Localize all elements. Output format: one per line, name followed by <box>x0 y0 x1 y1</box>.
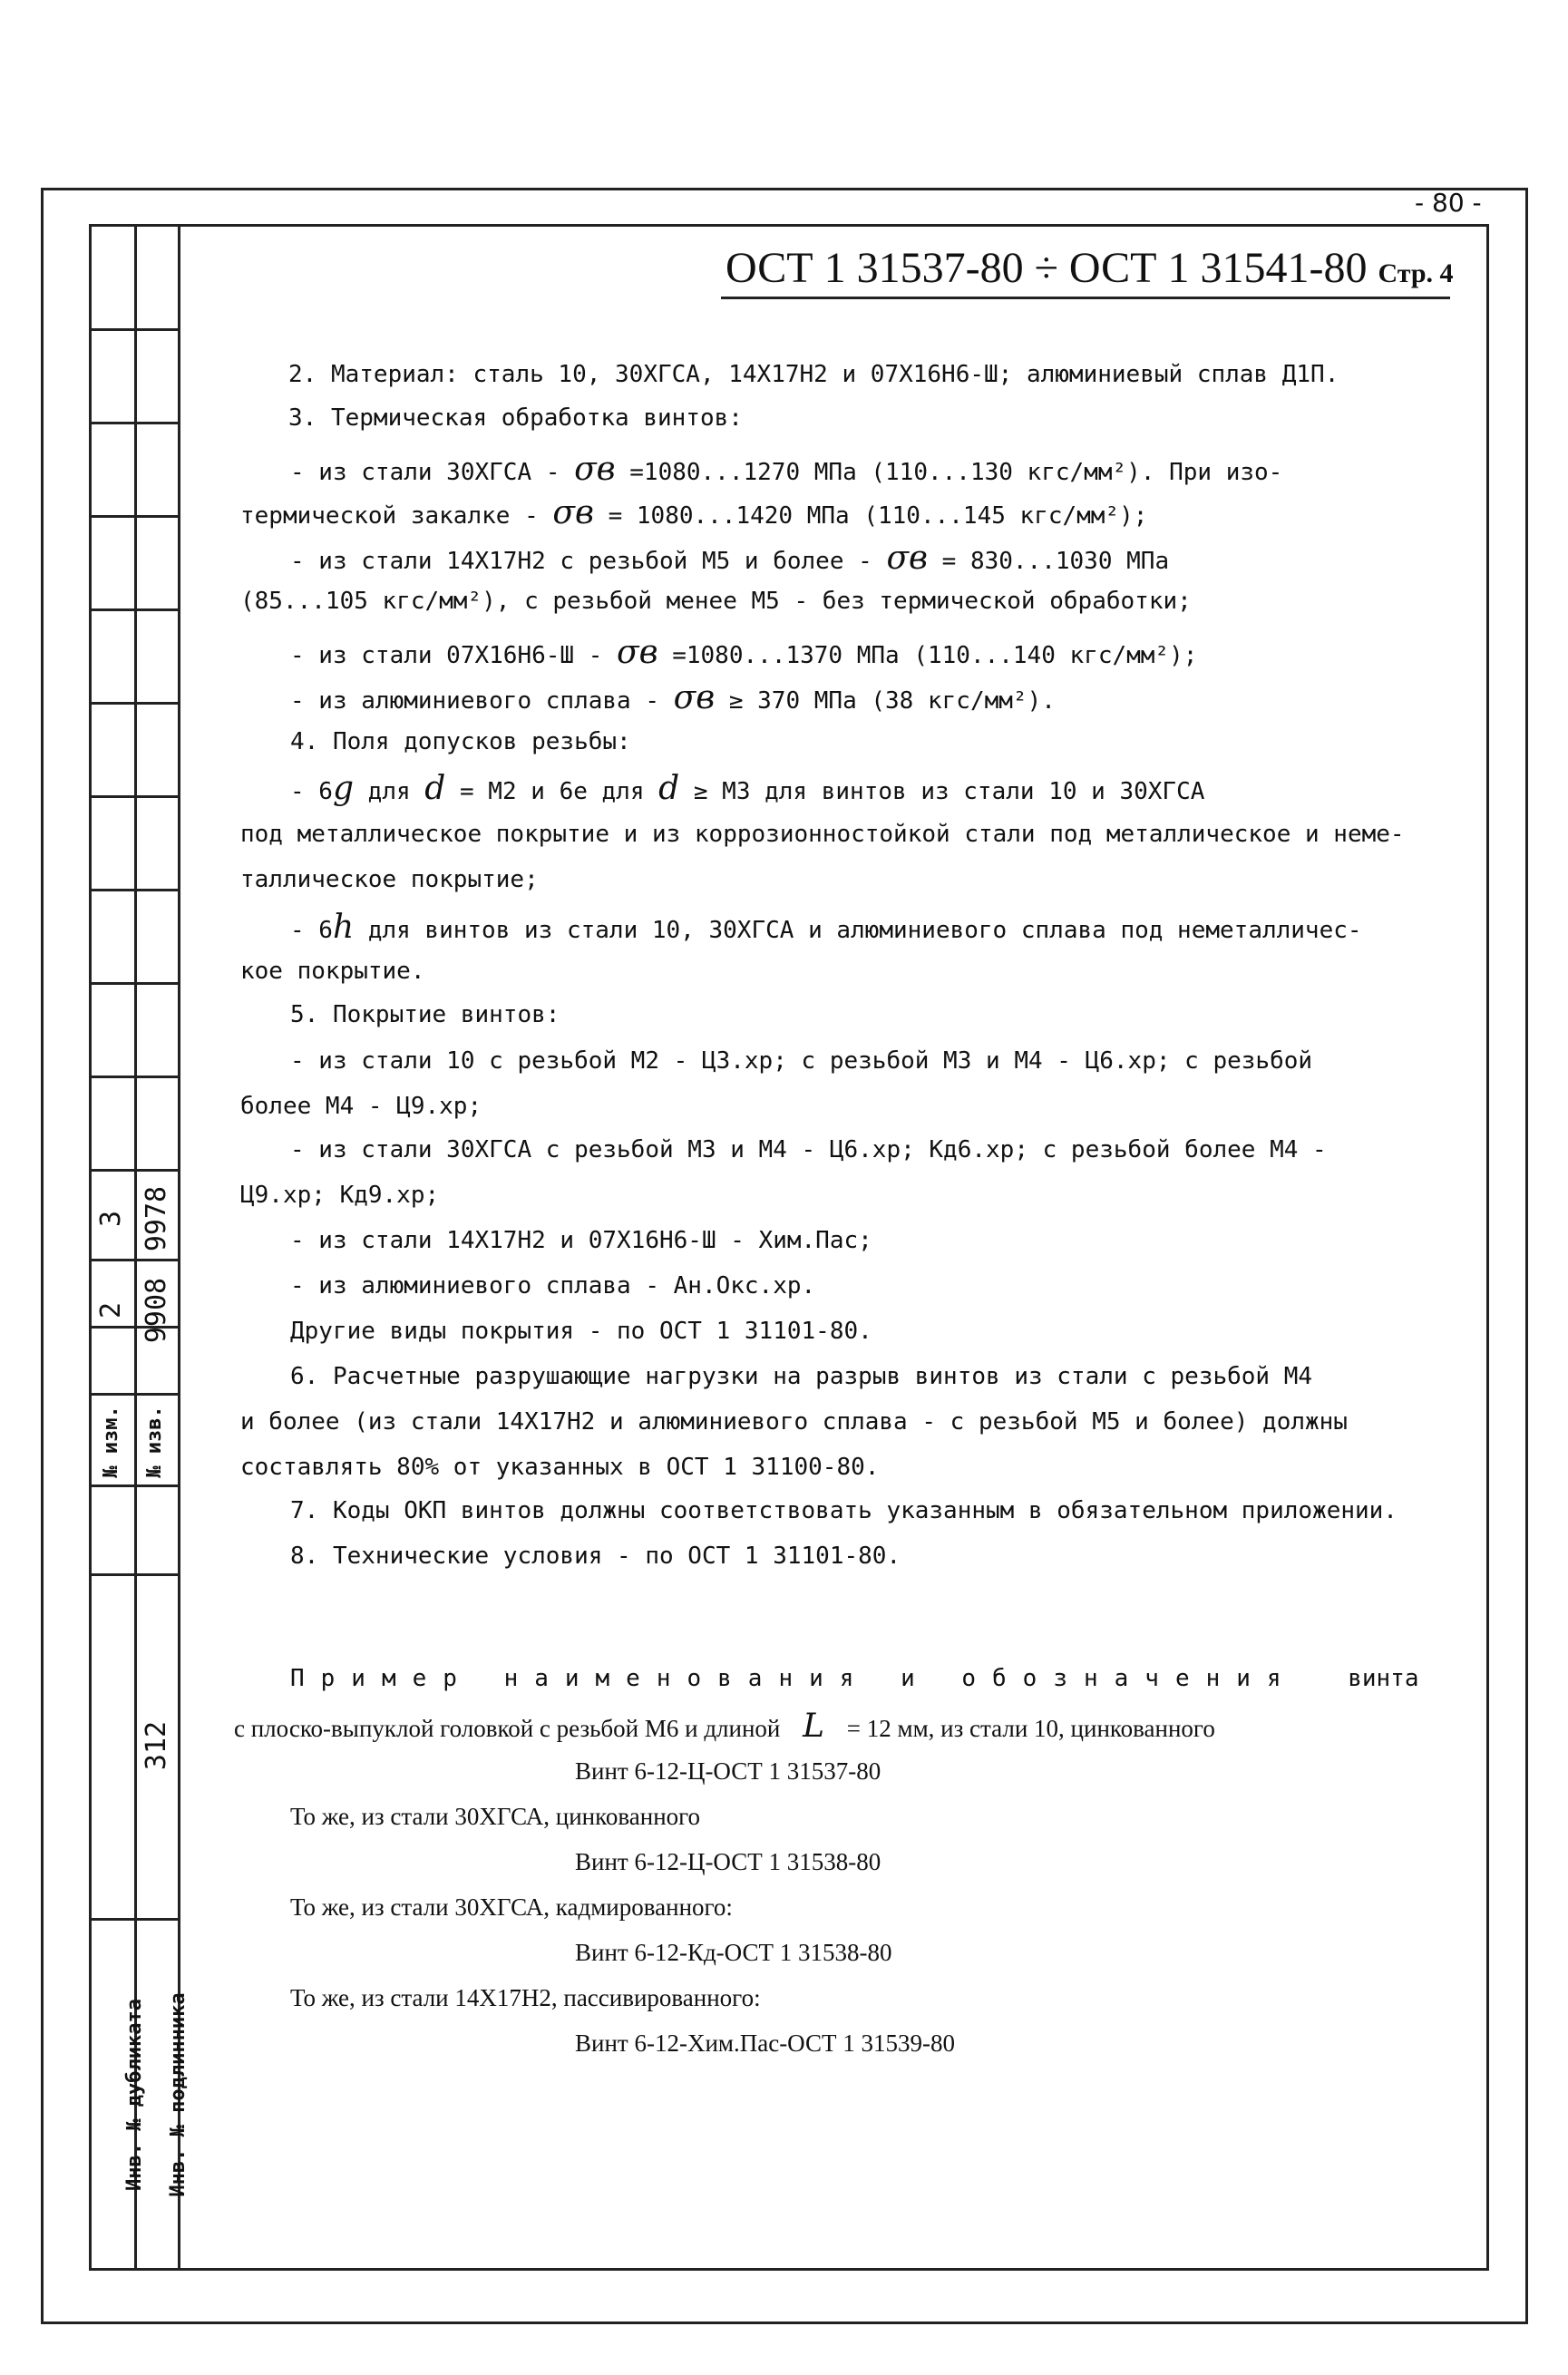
body-line <box>290 453 1282 486</box>
text-span: = М2 и 6е для <box>460 778 645 805</box>
tolerance-symbol: g <box>332 770 355 807</box>
body-line <box>240 494 1148 531</box>
body-line: и более (из стали 14Х17Н2 и алюминиевого сплава - с резьбой М5 и более) должны <box>240 1408 1348 1436</box>
body-line: под металлическое покрытие и из коррозионностойкой стали под металлическое и неме- <box>240 821 1405 848</box>
text-span: для <box>367 778 411 805</box>
text-span: с плоско-выпуклой головкой с резьбой М6 и длиной <box>234 1715 781 1742</box>
body-line: таллическое покрытие; <box>240 866 539 893</box>
stamp-row-line <box>89 422 180 424</box>
stamp-label-notice: № изв. <box>143 1406 166 1478</box>
stamp-orig-inv-number: 312 <box>141 1720 172 1771</box>
stamp-row-line <box>89 889 180 891</box>
body-line: 5. Покрытие винтов: <box>290 1001 560 1028</box>
designation-2: Винт 6-12-Ц-ОСТ 1 31538-80 <box>575 1848 881 1875</box>
text-span: = 12 мм, из стали 10, цинкованного <box>846 1715 1215 1742</box>
text-span: =1080...1370 МПа (110...140 кгс/мм²); <box>672 642 1198 669</box>
example-line: То же, из стали 30ХГСА, цинкованного <box>290 1803 701 1830</box>
stamp-row-line <box>89 702 180 705</box>
stamp-row-line <box>89 608 180 611</box>
body-line: (85...105 кгс/мм²), с резьбой менее М5 - без термической обработки; <box>240 588 1192 615</box>
diameter-symbol: d <box>658 770 680 807</box>
diameter-symbol: d <box>424 770 446 807</box>
body-line <box>290 911 1362 944</box>
header-page-label: Стр. 4 <box>1378 258 1454 288</box>
body-line <box>290 770 1205 807</box>
stamp-label-duplicate-inv: Инв. № дубликата <box>123 1999 146 2191</box>
sigma-symbol: σв <box>886 540 928 577</box>
text-span: винта <box>1348 1665 1419 1692</box>
outer-bottom-border <box>41 2321 1528 2324</box>
stamp-row-line <box>89 1169 180 1172</box>
body-line <box>290 634 1198 671</box>
text-span: ≥ 370 МПа (38 кгс/мм²). <box>728 687 1056 715</box>
stamp-label-original-inv: Инв. № подлинника <box>167 1992 190 2197</box>
body-line: - из алюминиевого сплава - Ан.Окс.хр. <box>290 1272 816 1299</box>
text-span: - из стали 14Х17Н2 с резьбой М5 и более - <box>290 548 872 575</box>
stamp-label-change: № изм. <box>100 1406 122 1478</box>
sigma-symbol: σв <box>673 679 716 716</box>
body-line: - из стали 10 с резьбой М2 - Ц3.хр; с резьбой М3 и М4 - Ц6.хр; с резьбой <box>290 1047 1313 1075</box>
outer-left-border <box>41 188 44 2323</box>
header-underline <box>721 297 1450 299</box>
body-line <box>290 679 1056 716</box>
stamp-row-line <box>89 1393 180 1396</box>
top-border-line <box>41 188 1528 190</box>
stamp-row-line <box>89 515 180 518</box>
body-line: 2. Материал: сталь 10, 30ХГСА, 14Х17Н2 и 07Х16Н6-Ш; алюминиевый сплав Д1П. <box>288 361 1339 388</box>
example-heading <box>290 1667 1419 1690</box>
text-span: = 830...1030 МПа <box>941 548 1170 575</box>
tolerance-symbol: h <box>332 909 355 946</box>
example-line <box>234 1710 1215 1743</box>
page-number: - 80 - <box>1415 188 1482 218</box>
text-span: для винтов из стали 10, 30ХГСА и алюминиевого сплава под неметалличес- <box>367 917 1362 944</box>
stamp-row-line <box>89 328 180 331</box>
body-line: - из стали 14Х17Н2 и 07Х16Н6-Ш - Хим.Пас; <box>290 1227 872 1254</box>
stamp-row-line <box>89 982 180 985</box>
text-span: термической закалке - <box>240 502 539 530</box>
example-line: То же, из стали 14Х17Н2, пассивированного: <box>290 1984 761 2011</box>
body-line: составлять 80% от указанных в ОСТ 1 31100-80. <box>240 1454 880 1481</box>
body-line: 7. Коды ОКП винтов должны соответствовать указанным в обязательном приложении. <box>290 1497 1398 1524</box>
body-line: - из стали 30ХГСА с резьбой М3 и М4 - Ц6.хр; Кд6.хр; с резьбой более М4 - <box>290 1136 1327 1163</box>
designation-1: Винт 6-12-Ц-ОСТ 1 31537-80 <box>575 1757 881 1785</box>
text-span: = 1080...1420 МПа (110...145 кгс/мм²); <box>608 502 1148 530</box>
body-line: 6. Расчетные разрушающие нагрузки на разрыв винтов из стали с резьбой М4 <box>290 1363 1313 1390</box>
stamp-row-line <box>89 795 180 798</box>
stamp-row-line <box>89 1918 180 1921</box>
body-line: 8. Технические условия - по ОСТ 1 31101-80. <box>290 1543 901 1570</box>
text-span: =1080...1270 МПа (110...130 кгс/мм²). При изо- <box>629 459 1283 486</box>
stamp-notice-b: 9978 <box>141 1185 172 1252</box>
header-title: ОСТ 1 31537-80 ÷ ОСТ 1 31541-80 <box>726 244 1368 292</box>
body-line: более М4 - Ц9.хр; <box>240 1093 482 1120</box>
text-span: ≥ М3 для винтов из стали 10 и 30ХГСА <box>693 778 1205 805</box>
body-line: 3. Термическая обработка винтов: <box>288 404 743 432</box>
body-line <box>290 542 1169 575</box>
sigma-symbol: σв <box>552 494 594 531</box>
document-header <box>726 243 1454 293</box>
text-span: - из стали 07Х16Н6-Ш - <box>290 642 603 669</box>
body-line: Ц9.хр; Кд9.хр; <box>240 1182 440 1209</box>
stamp-row-line <box>89 1573 180 1576</box>
stamp-notice-a: 9908 <box>141 1277 172 1344</box>
body-line: 4. Поля допусков резьбы: <box>290 728 631 755</box>
text-span: - 6 <box>290 778 333 805</box>
designation-4: Винт 6-12-Хим.Пас-ОСТ 1 31539-80 <box>575 2029 956 2057</box>
stamp-row-line <box>89 1076 180 1078</box>
length-symbol: L <box>803 1708 825 1745</box>
body-line: кое покрытие. <box>240 958 425 985</box>
text-span: - из стали 30ХГСА - <box>290 459 560 486</box>
example-line: То же, из стали 30ХГСА, кадмированного: <box>290 1893 733 1921</box>
stamp-change-num-b: 3 <box>95 1210 127 1228</box>
designation-3: Винт 6-12-Кд-ОСТ 1 31538-80 <box>575 1939 892 1966</box>
sigma-symbol: σв <box>574 451 616 488</box>
sigma-symbol: σв <box>617 634 658 671</box>
stamp-column-divider <box>178 224 180 2271</box>
text-span: - 6 <box>290 917 333 944</box>
stamp-row-line <box>89 1484 180 1487</box>
body-line: Другие виды покрытия - по ОСТ 1 31101-80. <box>290 1318 872 1345</box>
stamp-change-num-a: 2 <box>95 1301 127 1319</box>
stamp-column-divider <box>134 224 137 2271</box>
outer-right-border <box>1525 188 1528 2323</box>
text-span: Пример наименования и обозначения <box>290 1665 1298 1692</box>
text-span: - из алюминиевого сплава - <box>290 687 659 715</box>
